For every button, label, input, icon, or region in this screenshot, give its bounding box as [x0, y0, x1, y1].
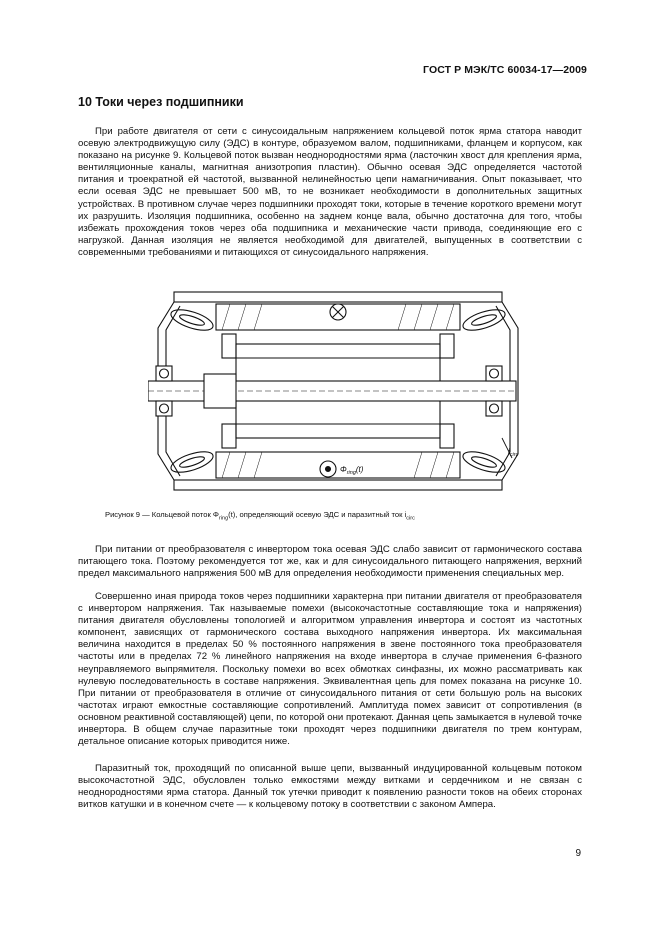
motor-diagram: [148, 288, 528, 498]
end-winding: [169, 306, 216, 335]
bearing-left-top: [156, 366, 172, 381]
frame-bottom: [174, 480, 502, 490]
bearing-right-top: [486, 366, 502, 381]
flux-label: $\Phi_{ring}(t)$: [340, 465, 364, 476]
paragraph-2: При питании от преобразователя с инвертором тока осевая ЭДС слабо зависит от гармонического состава питающего тока. Поэтому рекомендуется тот же, как и для синусоидального питающего напряжения, верхний предел максимального напряжения 500 мВ для определения необходимости применения специальных мер.: [78, 544, 582, 580]
bearing-right-bottom: [486, 401, 502, 416]
section-title: 10 Токи через подшипники: [78, 95, 244, 109]
paragraph-3: Совершенно иная природа токов через подшипники характерна при питании двигателя от преобразователя с инвертором напряжения. Так называемые помехи (высокочастотные составляющие тока и напряжения) питания двигателя обусловлены топологией и алгоритмом управления инвертора и состоят из частотных компонент, зависящих от гармонического состава выходного напряжения инвертора. Их максимальная величина находится в пределах 50 % постоянного напряжения в звене постоянного тока преобразователя частоты или в пределах 72 % линейного напряжения на входе инвертора в случае применения 6-фазного неуправляемого выпрямителя. Поскольку помехи во всех обмотках синфазны, их можно рассматривать как нулевую последовательность в составе напряжения. Эквивалентная цепь для помех показана на рисунке 10. При питании от преобразователя в отличие от синусоидального питания от сети большую роль на высоких частотах играют емкостные составляющие сопротивлений. Амплитуда помех зависит от сопротивления (в основном реактивной составляющей) цепи, по которой они протекают. Данная цепь замыкается в нулевой точке инвертора. В общем случае паразитные токи проходят через подшипники двигателя по трем контурам, детальное описание которых приводится ниже.: [78, 591, 582, 748]
figure-caption: Рисунок 9 — Кольцевой поток $\Phi_{ring}(t)$, определяющий осевую ЭДС и паразитный ток $i_{circ}$: [105, 510, 415, 522]
page-header: ГОСТ Р МЭК/ТС 60034-17—2009: [423, 64, 587, 76]
page-number: 9: [575, 848, 581, 859]
paragraph-4: Паразитный ток, проходящий по описанной выше цепи, вызванный индуцированной кольцевым потоком высокочастотной ЭДС, обусловлен только емкостями между витками и сердечником и не связан с неоднородностями ярма статора. Данный ток утечки приводит к появлению разности токов на обеих сторонах витков катушки и в конечном счете — к кольцевому потоку в соответствии с законом Ампера.: [78, 763, 582, 811]
stator-core-bottom: [216, 452, 460, 478]
bearing-left-bottom: [156, 401, 172, 416]
frame-top: [174, 292, 502, 302]
current-label: $i_{circ}$: [508, 447, 519, 458]
paragraph-1: При работе двигателя от сети с синусоидальным напряжением кольцевой поток ярма статора наводит осевую электродвижущую силу (ЭДС) в контуре, образуемом валом, подшипниками, фланцем и корпусом, как показано на рисунке 9. Кольцевой поток вызван неоднородностями ярма (ласточкин хвост для крепления ярма, вентиляционные каналы, магнитная анизотропия пластин). Обычно осевая ЭДС определяется частотой питания и троекратной ей частотой, вызванной нелинейностью цепи намагничивания. Опыт показывает, что если осевая ЭДС не превышает 500 мВ, то не возникает необходимости в дополнительных защитных устройствах. В противном случае через подшипники проходят токи, которые в течение короткого времени могут их разрушить. Изоляция подшипника, особенно на заднем конце вала, обычно достаточна для того, чтобы избежать прохождения токов через оба подшипника и механические части привода, соединяющие его с нагрузкой. Данная изоляция не является необходимой для двигателей, выпущенных в соответствии с современными требованиями и питающихся от синусоидального напряжения.: [78, 126, 582, 258]
